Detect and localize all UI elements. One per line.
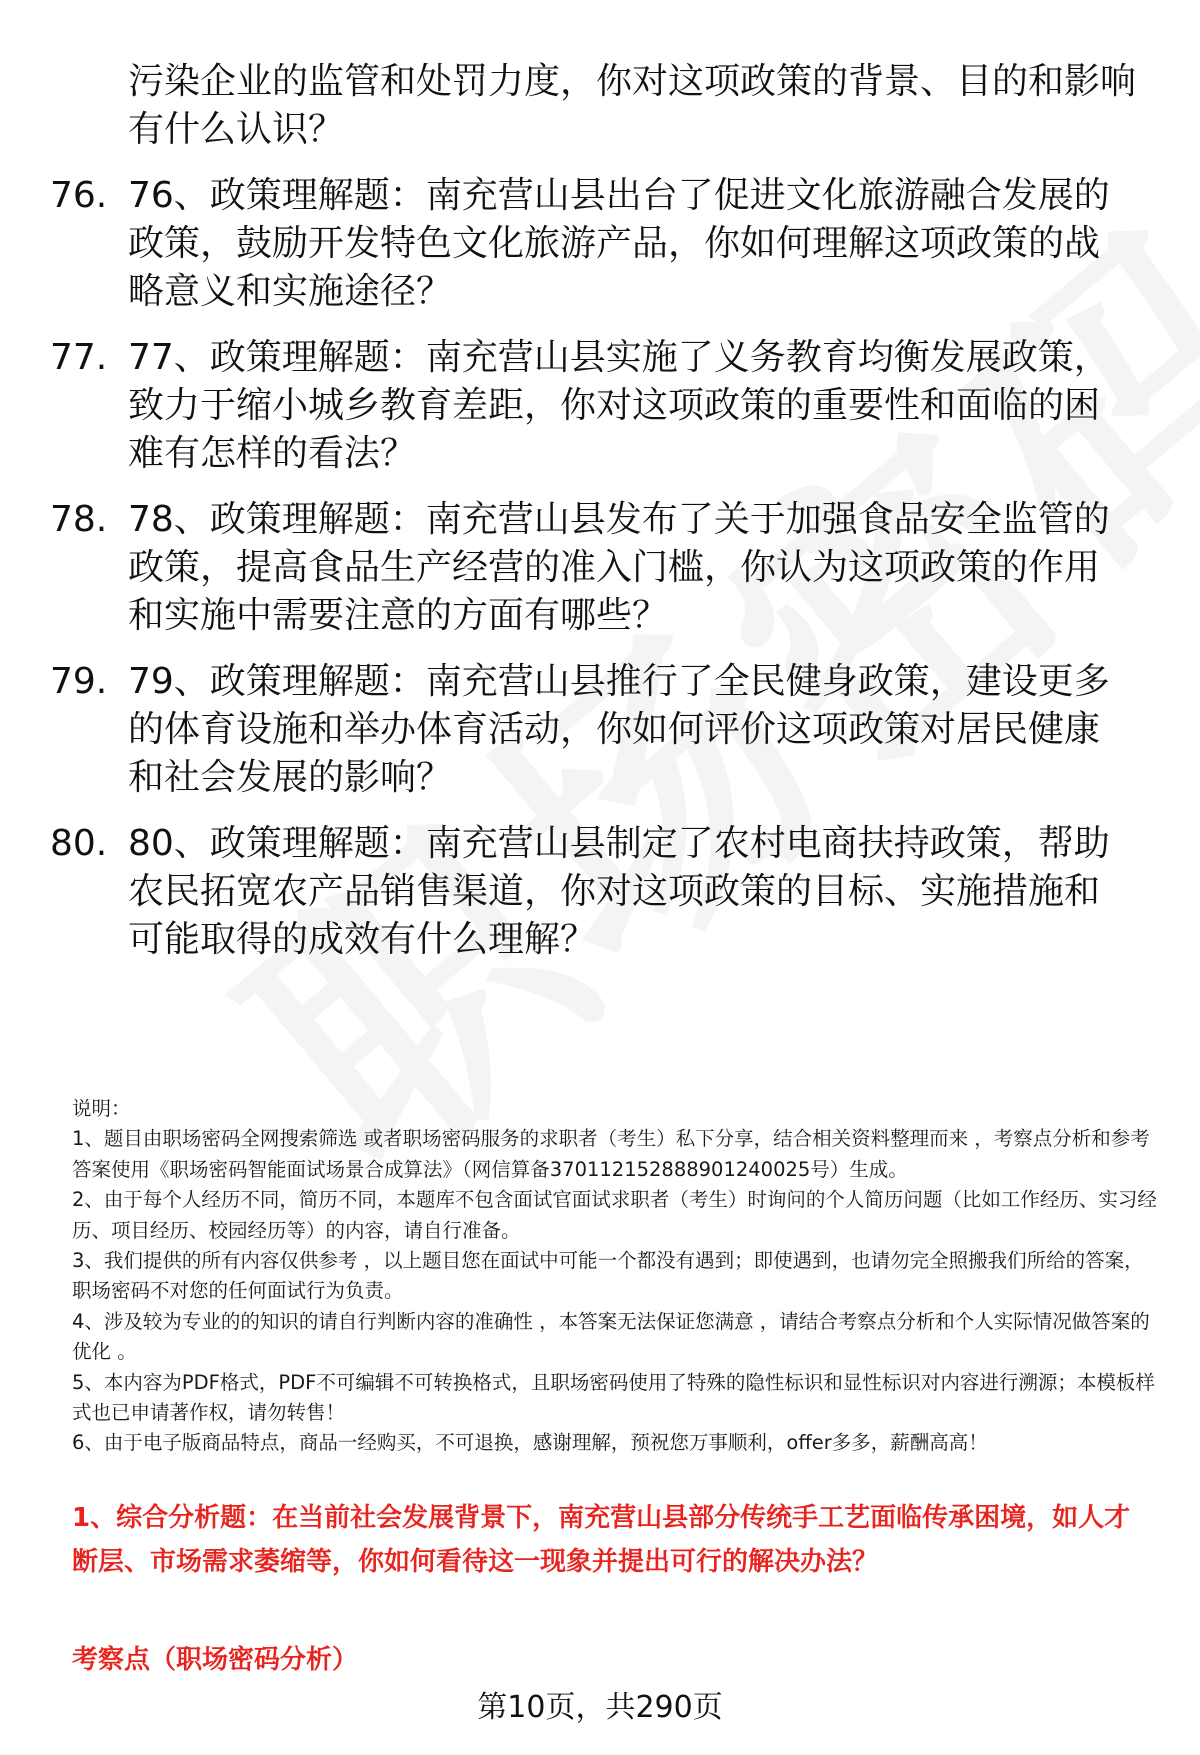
note-line: 3、我们提供的所有内容仅供参考 ，以上题目您在面试中可能一个都没有遇到；即使遇到，也请勿完全照搬我们所给的答案，职场密码不对您的任何面试行为负责。 <box>72 1249 1144 1303</box>
analysis-heading: 考察点（职场密码分析） <box>72 1645 359 1675</box>
item-number: 80. <box>50 823 108 864</box>
note-line: 4、涉及较为专业的的知识的请自行判断内容的准确性 ，本答案无法保证您满意 ，请结合考察点分析和个人实际情况做答案的优化 。 <box>72 1309 1150 1364</box>
list-item <box>50 172 1160 316</box>
notes-section <box>72 1094 1162 1459</box>
note-line: 5、本内容为PDF格式，PDF不可编辑不可转换格式，且职场密码使用了特殊的隐性标识和显性标识对内容进行溯源；本模板样式也已申请著作权，请勿转售！ <box>72 1370 1155 1425</box>
continuation-text: 污染企业的监管和处罚力度，你对这项政策的背景、目的和影响有什么认识？ <box>128 61 1137 150</box>
item-text: 80、政策理解题：南充营山县制定了农村电商扶持政策，帮助农民拓宽农产品销售渠道，你对这项政策的目标、实施措施和可能取得的成效有什么理解？ <box>128 823 1110 960</box>
page-number: 第10页，共290页 <box>477 1690 723 1725</box>
item-number: 78. <box>50 499 108 540</box>
item-text: 77、政策理解题：南充营山县实施了义务教育均衡发展政策，致力于缩小城乡教育差距，你对这项政策的重要性和面临的困难有怎样的看法？ <box>128 337 1110 474</box>
list-item <box>50 496 1160 640</box>
note-line: 2、由于每个人经历不同，简历不同，本题库不包含面试官面试求职者（考生）时询问的个人简历问题（比如工作经历、实习经历、项目经历、校园经历等）的内容，请自行准备。 <box>72 1188 1157 1242</box>
item-text: 78、政策理解题：南充营山县发布了关于加强食品安全监管的政策，提高食品生产经营的准入门槛，你认为这项政策的作用和实施中需要注意的方面有哪些？ <box>128 499 1110 636</box>
notes-title: 说明： <box>72 1097 131 1120</box>
note-line: 6、由于电子版商品特点，商品一经购买，不可退换，感谢理解，预祝您万事顺利，offer多多，薪酬高高！ <box>72 1431 988 1455</box>
note-line: 1、题目由职场密码全网搜索筛选 或者职场密码服务的求职者（考生）私下分享，结合相关资料整理而来 ，考察点分析和参考答案使用《职场密码智能面试场景合成算法》（网信算备370112152888901240025号）生成。 <box>72 1127 1150 1181</box>
list-item <box>50 334 1160 478</box>
list-item <box>50 658 1160 802</box>
item-text: 76、政策理解题：南充营山县出台了促进文化旅游融合发展的政策，鼓励开发特色文化旅游产品，你如何理解这项政策的战略意义和实施途径？ <box>128 175 1110 312</box>
featured-question: 1、综合分析题：在当前社会发展背景下，南充营山县部分传统手工艺面临传承困境，如人才断层、市场需求萎缩等，你如何看待这一现象并提出可行的解决办法？ <box>72 1503 1131 1577</box>
list-item <box>50 820 1160 964</box>
item-number: 79. <box>50 661 108 702</box>
item-number: 76. <box>50 175 108 216</box>
item-number: 77. <box>50 337 108 378</box>
item-text: 79、政策理解题：南充营山县推行了全民健身政策，建设更多的体育设施和举办体育活动，你如何评价这项政策对居民健康和社会发展的影响？ <box>128 661 1110 798</box>
